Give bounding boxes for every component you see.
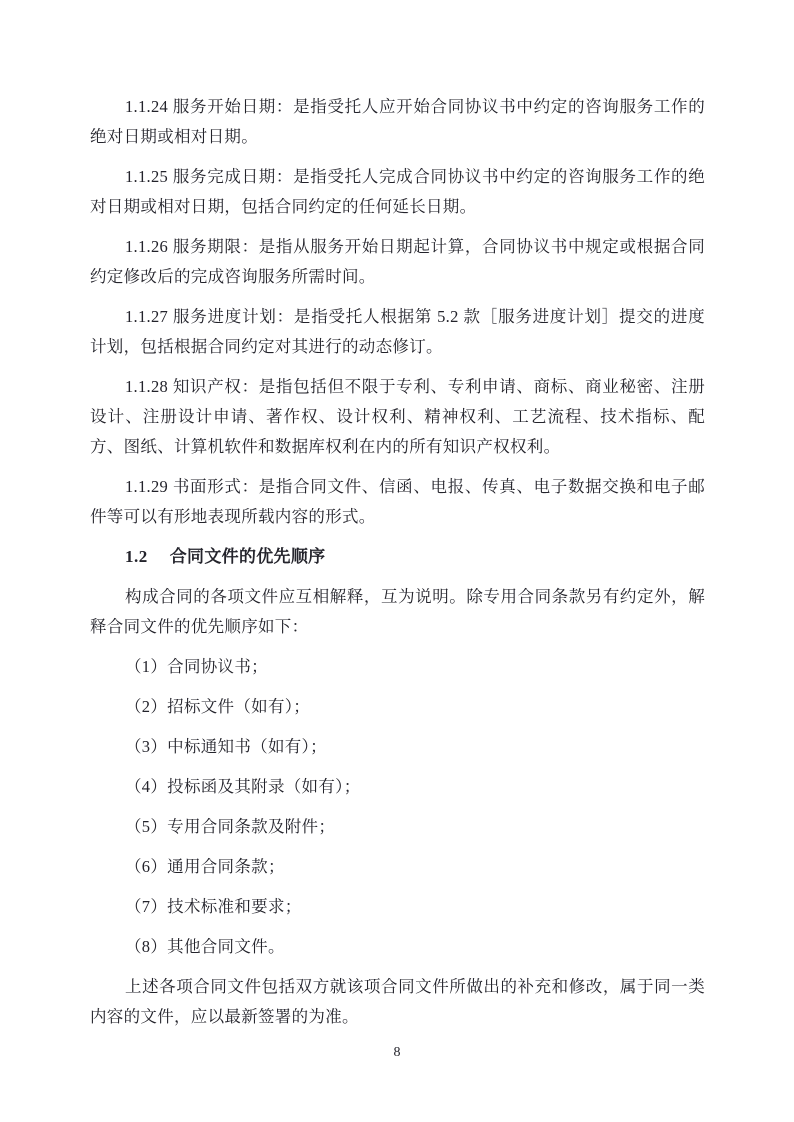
text-run: （8）其他合同文件。	[125, 937, 285, 956]
priority-list-item	[90, 812, 705, 842]
priority-list-item	[90, 932, 705, 962]
priority-list-item	[90, 852, 705, 882]
text-run: 1.1.29 书面形式：是指合同文件、信函、电报、传真、电子数据交换和电子邮件等可以有形地表现所载内容的形式。	[90, 477, 705, 526]
clause-paragraph	[90, 302, 705, 362]
text-run: 1.1.28 知识产权：是指包括但不限于专利、专利申请、商标、商业秘密、注册设计、注册设计申请、著作权、设计权利、精神权利、工艺流程、技术指标、配方、图纸、计算机软件和数据库权利在内的所有知识产权权利。	[90, 377, 705, 456]
priority-list-item	[90, 772, 705, 802]
clause-paragraph	[90, 232, 705, 292]
clause-paragraph	[90, 472, 705, 532]
text-run: 1.1.27 服务进度计划：是指受托人根据第 5.2 款［服务进度计划］提交的进度计划，包括根据合同约定对其进行的动态修订。	[90, 307, 705, 356]
text-run: 上述各项合同文件包括双方就该项合同文件所做出的补充和修改，属于同一类内容的文件，应以最新签署的为准。	[90, 977, 705, 1026]
priority-list-item	[90, 652, 705, 682]
page-number: 8	[393, 1045, 401, 1060]
text-run: 1.1.25 服务完成日期：是指受托人完成合同协议书中约定的咨询服务工作的绝对日期或相对日期，包括合同约定的任何延长日期。	[90, 167, 705, 216]
body-paragraph	[90, 582, 705, 642]
text-run: （7）技术标准和要求；	[125, 897, 302, 916]
text-run: （1）合同协议书；	[125, 657, 268, 676]
text-run: 构成合同的各项文件应互相解释，互为说明。除专用合同条款另有约定外，解释合同文件的优先顺序如下：	[90, 587, 705, 636]
clause-paragraph	[90, 372, 705, 462]
text-run: （5）专用合同条款及附件；	[125, 817, 336, 836]
clause-paragraph	[90, 92, 705, 152]
clause-paragraph	[90, 162, 705, 222]
text-run: 1.1.26 服务期限：是指从服务开始日期起计算，合同协议书中规定或根据合同约定修改后的完成咨询服务所需时间。	[90, 237, 705, 286]
priority-list-item	[90, 732, 705, 762]
section-heading	[90, 542, 705, 572]
priority-list-item	[90, 892, 705, 922]
heading-number: 1.2	[125, 547, 148, 566]
priority-list-item	[90, 692, 705, 722]
text-run: （4）投标函及其附录（如有）；	[125, 777, 361, 796]
text-run: （6）通用合同条款；	[125, 857, 285, 876]
document-content	[90, 92, 705, 1032]
body-paragraph	[90, 972, 705, 1032]
text-run: 1.1.24 服务开始日期：是指受托人应开始合同协议书中约定的咨询服务工作的绝对日期或相对日期。	[90, 97, 705, 146]
text-run: 合同文件的优先顺序	[169, 547, 326, 566]
text-run: （2）招标文件（如有）；	[125, 697, 311, 716]
text-run: （3）中标通知书（如有）；	[125, 737, 327, 756]
